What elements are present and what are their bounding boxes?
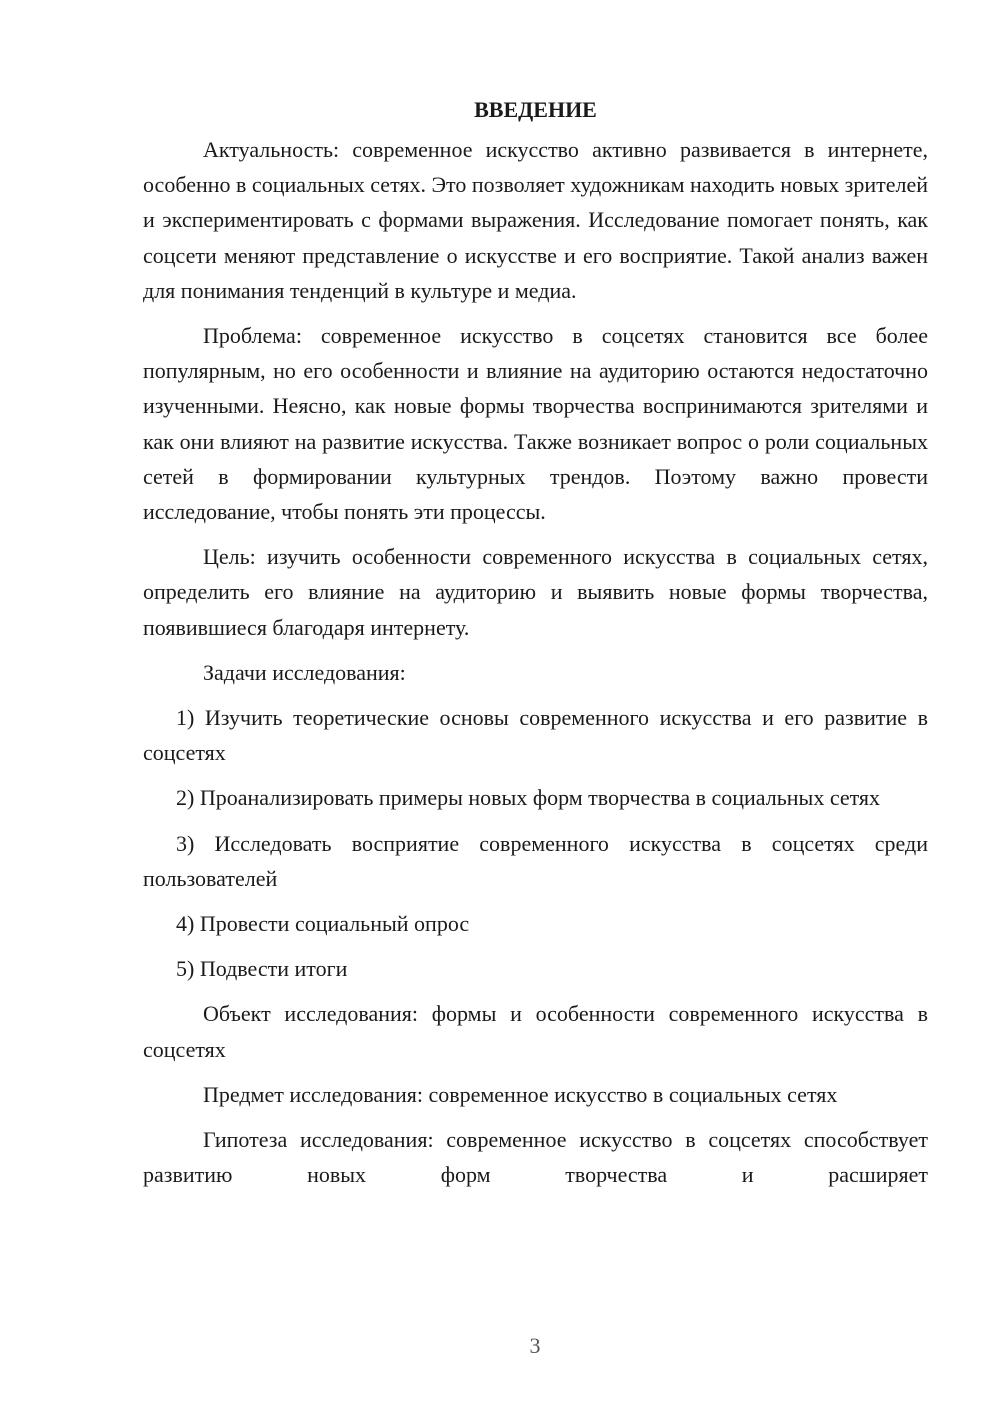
task-item-2: 2) Проанализировать примеры новых форм творчества в социальных сетях	[176, 785, 881, 811]
task-item-4: 4) Провести социальный опрос	[176, 911, 470, 937]
object-paragraph: Объект исследования: формы и особенности современного искусства в соцсетях	[143, 1001, 928, 1062]
document-page	[143, 92, 928, 1202]
task-item-1: 1) Изучить теоретические основы современного искусства и его развитие в соцсетях	[143, 705, 928, 766]
goal-paragraph: Цель: изучить особенности современного искусства в социальных сетях, определить его влияние на аудиторию и выявить новые формы творчества, появившиеся благодаря интернету.	[143, 544, 928, 640]
section-title: ВВЕДЕНИЕ	[474, 97, 597, 122]
task-item-3: 3) Исследовать восприятие современного искусства в соцсетях среди пользователей	[143, 830, 928, 891]
hypothesis-paragraph: Гипотеза исследования: современное искусство в соцсетях способствует развитию новых форм творчества и расширяет	[143, 1127, 928, 1188]
task-item-5: 5) Подвести итоги	[176, 956, 348, 982]
tasks-heading: Задачи исследования:	[203, 659, 406, 685]
subject-paragraph: Предмет исследования: современное искусство в социальных сетях	[203, 1081, 838, 1107]
problem-paragraph: Проблема: современное искусство в соцсетях становится все более популярным, но его особенности и влияние на аудиторию остаются недостаточно изученными. Неясно, как новые формы творчества воспринимаются зрителями и как они влияют на развитие искусства. Также возникает вопрос о роли социальных сетей в формировании культурных трендов. Поэтому важно провести исследование, чтобы понять эти процессы.	[143, 323, 928, 525]
page-number: 3	[529, 1333, 541, 1358]
relevance-paragraph: Актуальность: современное искусство активно развивается в интернете, особенно в социальных сетях. Это позволяет художникам находить новых зрителей и экспериментировать с формами выражения. Исследование помогает понять, как соцсети меняют представление о искусстве и его восприятие. Такой анализ важен для понимания тенденций в культуре и медиа.	[143, 137, 928, 303]
